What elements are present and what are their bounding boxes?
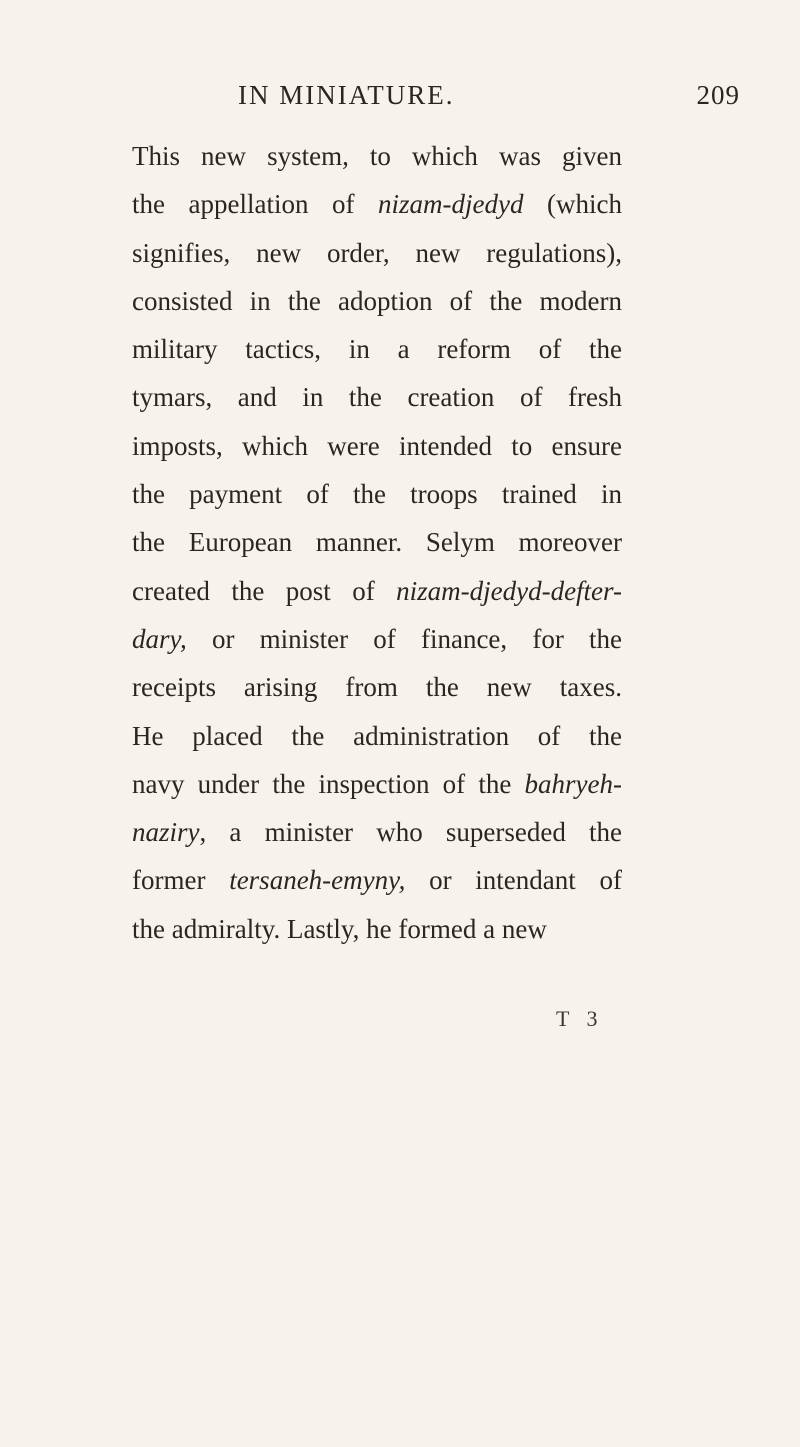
text-line: This new system, to which was given — [132, 141, 622, 171]
text-line: tymars, and in the creation of fresh — [132, 382, 622, 413]
text-line: naziry, a minister who superseded the — [132, 817, 622, 848]
italic-term: dary, — [132, 623, 187, 654]
text-line: the admiralty. Lastly, he formed a new — [132, 913, 547, 944]
text-line: the European manner. Selym moreover — [132, 527, 622, 558]
signature-mark: T 3 — [556, 1006, 604, 1031]
italic-term: bahryeh- — [524, 768, 622, 799]
text-line: He placed the administration of the — [132, 720, 622, 751]
text-line: the appellation of nizam-djedyd (which — [132, 189, 623, 220]
text-line: dary, or minister of finance, for the — [132, 623, 622, 654]
running-head — [130, 80, 740, 120]
body-text — [132, 132, 622, 953]
italic-term: nizam-djedyd — [378, 189, 524, 220]
text-line: imposts, which were intended to ensure — [132, 430, 622, 461]
text-line: navy under the inspection of the bahryeh- — [132, 768, 622, 799]
text-line: consisted in the adoption of the modern — [132, 285, 622, 316]
text-line: created the post of nizam-djedyd-defter- — [132, 575, 622, 606]
page-number: 209 — [696, 80, 740, 110]
italic-term: tersaneh-emyny, — [229, 865, 406, 896]
italic-term: naziry — [132, 817, 200, 848]
text-line: receipts arising from the new taxes. — [132, 672, 622, 703]
text-line: former tersaneh-emyny, or intendant of — [132, 865, 622, 896]
italic-term: nizam-djedyd-defter- — [396, 575, 622, 606]
running-title: IN MINIATURE. — [238, 80, 455, 110]
text-line: military tactics, in a reform of the — [132, 334, 622, 365]
text-line: the payment of the troops trained in — [132, 479, 622, 510]
text-line: signifies, new order, new regulations), — [132, 237, 622, 268]
